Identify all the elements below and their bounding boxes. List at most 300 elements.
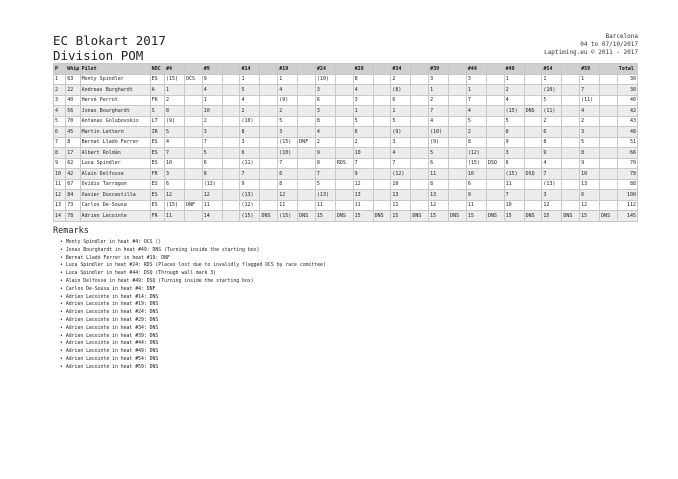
- table-cell: 56: [66, 106, 80, 117]
- remark-item: • Adrien Lecointe in heat #29: DNS: [60, 317, 326, 325]
- table-cell: 2: [466, 127, 486, 138]
- column-header: [449, 64, 467, 75]
- total-cell: 112: [617, 200, 637, 211]
- table-cell: 9: [580, 158, 600, 169]
- table-cell: (15): [240, 211, 260, 222]
- table-cell: 5: [429, 148, 449, 159]
- table-cell: 17: [66, 148, 80, 159]
- total-cell: 30: [617, 85, 637, 96]
- table-cell: 1: [240, 74, 260, 85]
- table-cell: [449, 74, 467, 85]
- table-cell: 11: [164, 211, 184, 222]
- table-cell: 5: [164, 127, 184, 138]
- table-cell: [524, 158, 542, 169]
- table-cell: (11): [240, 158, 260, 169]
- table-cell: 5: [353, 116, 373, 127]
- table-cell: (13): [240, 190, 260, 201]
- table-cell: [184, 116, 202, 127]
- table-cell: 6: [164, 179, 184, 190]
- table-cell: [524, 95, 542, 106]
- total-cell: 88: [617, 179, 637, 190]
- table-cell: 12: [164, 190, 184, 201]
- table-cell: 6: [278, 169, 298, 180]
- table-cell: ES: [150, 148, 164, 159]
- column-header: [600, 64, 618, 75]
- table-cell: [222, 85, 240, 96]
- table-cell: [486, 95, 504, 106]
- table-cell: 4: [429, 116, 449, 127]
- table-cell: [373, 85, 391, 96]
- table-cell: [600, 106, 618, 117]
- column-header: [411, 64, 429, 75]
- table-cell: (10): [315, 74, 335, 85]
- table-cell: (10): [429, 127, 449, 138]
- table-cell: 9: [315, 148, 335, 159]
- table-cell: 2: [202, 116, 222, 127]
- table-cell: [449, 169, 467, 180]
- table-cell: (9): [278, 95, 298, 106]
- table-cell: 62: [66, 158, 80, 169]
- column-header: [524, 64, 542, 75]
- table-cell: [373, 158, 391, 169]
- pilot-name: Carlos De-Sousa: [80, 200, 150, 211]
- table-cell: 11: [54, 179, 66, 190]
- table-cell: [298, 179, 316, 190]
- table-cell: DNS: [298, 211, 316, 222]
- table-cell: [449, 127, 467, 138]
- table-cell: 7: [542, 169, 562, 180]
- table-cell: [260, 106, 278, 117]
- table-cell: (15): [164, 74, 184, 85]
- table-cell: 15: [504, 211, 524, 222]
- column-header: NOC: [150, 64, 164, 75]
- table-cell: 10: [391, 179, 411, 190]
- table-cell: 8: [466, 137, 486, 148]
- total-cell: 70: [617, 158, 637, 169]
- table-cell: 6: [315, 95, 335, 106]
- table-cell: 3: [429, 74, 449, 85]
- table-cell: [298, 74, 316, 85]
- table-cell: (10): [240, 116, 260, 127]
- table-cell: (15): [278, 137, 298, 148]
- table-cell: [222, 190, 240, 201]
- table-cell: 8: [580, 148, 600, 159]
- table-cell: 5: [580, 137, 600, 148]
- table-cell: [562, 200, 580, 211]
- table-row: [54, 116, 638, 127]
- remark-item: • Monty Spindler in heat #4: OCS (): [60, 239, 326, 247]
- table-cell: [600, 190, 618, 201]
- table-cell: 8: [504, 127, 524, 138]
- table-cell: [486, 190, 504, 201]
- table-cell: [298, 116, 316, 127]
- remark-item: • Luca Spindler in heat #24: RDS (Places lost due to invalidly flagged OCS by race comittee): [60, 262, 326, 270]
- table-cell: (9): [429, 137, 449, 148]
- table-cell: 8: [164, 106, 184, 117]
- table-cell: 3: [202, 127, 222, 138]
- table-cell: [486, 116, 504, 127]
- table-cell: [298, 190, 316, 201]
- table-cell: 45: [66, 127, 80, 138]
- table-cell: [184, 179, 202, 190]
- table-cell: [449, 95, 467, 106]
- table-cell: DSQ: [486, 158, 504, 169]
- table-row: [54, 158, 638, 169]
- table-cell: 6: [504, 158, 524, 169]
- table-cell: 5: [466, 116, 486, 127]
- table-cell: 6: [391, 95, 411, 106]
- table-cell: 15: [353, 211, 373, 222]
- pilot-name: Monty Spindler: [80, 74, 150, 85]
- table-cell: 22: [66, 85, 80, 96]
- remark-item: • Carlos De-Sousa in heat #4: DNF: [60, 286, 326, 294]
- site-credit: Laptiming.eu © 2011 - 2017: [544, 49, 638, 56]
- table-cell: 15: [542, 211, 562, 222]
- table-cell: [260, 200, 278, 211]
- table-cell: 2: [164, 95, 184, 106]
- remark-item: • Adrien Lecointe in heat #44: DNS: [60, 340, 326, 348]
- table-cell: 7: [391, 158, 411, 169]
- table-row: [54, 137, 638, 148]
- table-cell: 3: [580, 127, 600, 138]
- total-cell: 66: [617, 148, 637, 159]
- table-cell: [449, 116, 467, 127]
- table-cell: 4: [542, 158, 562, 169]
- table-cell: [449, 200, 467, 211]
- table-cell: [562, 95, 580, 106]
- table-cell: [184, 85, 202, 96]
- table-cell: [524, 74, 542, 85]
- table-cell: 10: [353, 148, 373, 159]
- table-cell: ES: [150, 190, 164, 201]
- table-cell: DSQ: [524, 169, 542, 180]
- table-cell: 15: [391, 211, 411, 222]
- table-cell: [486, 127, 504, 138]
- table-cell: [411, 179, 429, 190]
- table-cell: [562, 190, 580, 201]
- table-cell: [562, 85, 580, 96]
- table-cell: 11: [353, 200, 373, 211]
- table-cell: DNS: [373, 211, 391, 222]
- table-cell: 7: [240, 169, 260, 180]
- table-cell: 10: [504, 200, 524, 211]
- table-cell: [222, 116, 240, 127]
- table-cell: [184, 137, 202, 148]
- remark-item: • Adrien Lecointe in heat #14: DNS: [60, 294, 326, 302]
- column-header: #24: [315, 64, 335, 75]
- column-header: #14: [240, 64, 260, 75]
- table-cell: [524, 116, 542, 127]
- column-header: #59: [580, 64, 600, 75]
- table-cell: 8: [315, 116, 335, 127]
- remark-item: • Adrien Lecointe in heat #59: DNS: [60, 364, 326, 372]
- table-cell: ES: [150, 74, 164, 85]
- remark-item: • Jonas Bourghardt in heat #49: DNS (Turning inside the starting box): [60, 247, 326, 255]
- table-cell: [562, 169, 580, 180]
- table-cell: FR: [150, 95, 164, 106]
- column-header: #19: [278, 64, 298, 75]
- table-cell: 6: [240, 148, 260, 159]
- table-cell: [524, 190, 542, 201]
- table-cell: [184, 127, 202, 138]
- table-cell: [600, 169, 618, 180]
- table-cell: [411, 74, 429, 85]
- table-cell: [335, 148, 353, 159]
- table-cell: [298, 95, 316, 106]
- table-cell: [524, 200, 542, 211]
- table-cell: OCS: [184, 74, 202, 85]
- table-cell: [486, 74, 504, 85]
- table-cell: [184, 158, 202, 169]
- table-cell: [486, 200, 504, 211]
- table-cell: [373, 95, 391, 106]
- table-cell: 7: [315, 169, 335, 180]
- table-cell: [260, 95, 278, 106]
- table-row: [54, 106, 638, 117]
- table-cell: [260, 137, 278, 148]
- table-cell: 10: [466, 169, 486, 180]
- table-cell: [373, 116, 391, 127]
- pilot-name: Antanas Golubovskis: [80, 116, 150, 127]
- table-cell: 1: [353, 106, 373, 117]
- column-header: [184, 64, 202, 75]
- table-cell: (11): [580, 95, 600, 106]
- total-cell: 48: [617, 127, 637, 138]
- remark-item: • Luca Spindler in heat #44: DSQ (Through wall mark 3): [60, 270, 326, 278]
- table-cell: 3: [353, 95, 373, 106]
- table-row: [54, 211, 638, 222]
- table-cell: 5: [504, 116, 524, 127]
- table-cell: 8: [240, 127, 260, 138]
- column-header: #9: [202, 64, 222, 75]
- column-header: #34: [391, 64, 411, 75]
- pilot-name: Andreas Burghardt: [80, 85, 150, 96]
- table-cell: [524, 127, 542, 138]
- table-cell: 3: [315, 106, 335, 117]
- table-cell: 5: [278, 116, 298, 127]
- table-cell: 3: [391, 137, 411, 148]
- table-cell: DNS: [524, 211, 542, 222]
- column-header: #4: [164, 64, 184, 75]
- table-cell: 9: [504, 137, 524, 148]
- table-cell: (9): [164, 116, 184, 127]
- table-cell: [184, 95, 202, 106]
- event-dates: 04 to 07/10/2017: [580, 41, 638, 48]
- table-cell: [222, 127, 240, 138]
- table-cell: 40: [66, 95, 80, 106]
- table-cell: [373, 74, 391, 85]
- table-cell: 9: [240, 179, 260, 190]
- table-cell: [562, 179, 580, 190]
- table-cell: [600, 148, 618, 159]
- table-cell: DNF: [184, 200, 202, 211]
- table-row: [54, 179, 638, 190]
- table-cell: [524, 85, 542, 96]
- table-cell: (15): [504, 169, 524, 180]
- table-cell: 5: [315, 179, 335, 190]
- table-cell: 5: [240, 85, 260, 96]
- table-cell: (15): [466, 158, 486, 169]
- table-cell: 1: [202, 95, 222, 106]
- table-cell: (8): [391, 85, 411, 96]
- table-cell: 3: [542, 190, 562, 201]
- pilot-name: Hervé Perrot: [80, 95, 150, 106]
- table-cell: 4: [240, 95, 260, 106]
- table-cell: [335, 137, 353, 148]
- table-cell: 13: [429, 190, 449, 201]
- table-cell: [411, 137, 429, 148]
- table-cell: [562, 158, 580, 169]
- table-cell: ES: [150, 179, 164, 190]
- table-cell: [411, 148, 429, 159]
- table-cell: [373, 137, 391, 148]
- remark-item: • Adrien Lecointe in heat #34: DNS: [60, 325, 326, 333]
- table-cell: 12: [202, 190, 222, 201]
- table-cell: 12: [353, 179, 373, 190]
- table-cell: 4: [504, 95, 524, 106]
- table-cell: S: [150, 106, 164, 117]
- table-cell: DNF: [298, 137, 316, 148]
- table-cell: DNS: [449, 211, 467, 222]
- table-cell: 3: [466, 74, 486, 85]
- table-cell: [222, 200, 240, 211]
- results-header-row: [54, 64, 638, 75]
- table-cell: 1: [504, 74, 524, 85]
- table-cell: DNS: [260, 211, 278, 222]
- table-cell: [411, 95, 429, 106]
- column-header: [486, 64, 504, 75]
- table-row: [54, 74, 638, 85]
- remark-item: • Adrien Lecointe in heat #49: DNS: [60, 348, 326, 356]
- table-cell: DNS: [562, 211, 580, 222]
- division-title: Division POM: [53, 48, 144, 63]
- table-cell: 1: [429, 85, 449, 96]
- table-cell: 4: [353, 85, 373, 96]
- table-cell: DNS: [411, 211, 429, 222]
- table-cell: 73: [66, 200, 80, 211]
- table-cell: 2: [353, 137, 373, 148]
- table-cell: 4: [466, 106, 486, 117]
- table-cell: 9: [54, 158, 66, 169]
- table-cell: [298, 200, 316, 211]
- event-meta: [544, 33, 638, 57]
- table-cell: [449, 106, 467, 117]
- table-cell: 6: [542, 127, 562, 138]
- table-cell: [600, 95, 618, 106]
- table-cell: [600, 85, 618, 96]
- table-cell: 9: [202, 74, 222, 85]
- table-cell: 7: [580, 85, 600, 96]
- table-cell: 15: [580, 211, 600, 222]
- column-header: [260, 64, 278, 75]
- total-cell: 42: [617, 106, 637, 117]
- table-cell: 12: [580, 200, 600, 211]
- pilot-name: Alain Delfosse: [80, 169, 150, 180]
- table-cell: [486, 137, 504, 148]
- table-row: [54, 127, 638, 138]
- remark-item: • Adrien Lecointe in heat #24: DNS: [60, 309, 326, 317]
- table-cell: 3: [240, 137, 260, 148]
- total-cell: 51: [617, 137, 637, 148]
- table-cell: 7: [278, 158, 298, 169]
- table-cell: 4: [315, 127, 335, 138]
- table-cell: 2: [240, 106, 260, 117]
- table-cell: 9: [466, 190, 486, 201]
- column-header: [298, 64, 316, 75]
- column-header: [222, 64, 240, 75]
- table-cell: 3: [54, 95, 66, 106]
- table-cell: (12): [240, 200, 260, 211]
- table-cell: [449, 148, 467, 159]
- table-cell: 12: [542, 200, 562, 211]
- column-header: #49: [504, 64, 524, 75]
- table-cell: FR: [150, 211, 164, 222]
- table-cell: [260, 190, 278, 201]
- table-cell: 9: [542, 148, 562, 159]
- table-cell: 70: [66, 116, 80, 127]
- results-body: [54, 74, 638, 221]
- table-cell: [373, 190, 391, 201]
- table-cell: [524, 179, 542, 190]
- table-cell: [449, 179, 467, 190]
- table-cell: 13: [353, 190, 373, 201]
- table-cell: [600, 127, 618, 138]
- table-cell: DNS: [486, 211, 504, 222]
- table-cell: [298, 158, 316, 169]
- table-cell: 15: [429, 211, 449, 222]
- remark-item: • Bernat Lladó Ferrer in heat #19: DNF: [60, 255, 326, 263]
- column-header: #44: [466, 64, 486, 75]
- pilot-name: Ovidio Tarragon: [80, 179, 150, 190]
- table-cell: [222, 148, 240, 159]
- table-cell: 10: [54, 169, 66, 180]
- total-cell: 100: [617, 190, 637, 201]
- table-cell: [600, 116, 618, 127]
- table-cell: 1: [54, 74, 66, 85]
- table-cell: 4: [391, 148, 411, 159]
- remark-item: • Alain Delfosse in heat #49: DSQ (Turning inside the starting box): [60, 278, 326, 286]
- table-cell: [222, 137, 240, 148]
- table-cell: 11: [391, 200, 411, 211]
- table-cell: 42: [66, 169, 80, 180]
- table-cell: 6: [580, 190, 600, 201]
- table-cell: [222, 179, 240, 190]
- table-cell: [222, 74, 240, 85]
- column-header: Pilot: [80, 64, 150, 75]
- table-cell: 4: [580, 106, 600, 117]
- table-cell: 11: [466, 200, 486, 211]
- table-cell: 3: [504, 148, 524, 159]
- column-header: Total: [617, 64, 637, 75]
- table-cell: [260, 116, 278, 127]
- remarks-title: Remarks: [53, 226, 89, 236]
- table-cell: [524, 137, 542, 148]
- table-cell: [486, 106, 504, 117]
- table-cell: (11): [542, 106, 562, 117]
- table-cell: [600, 74, 618, 85]
- table-cell: [298, 169, 316, 180]
- table-cell: DNS: [335, 211, 353, 222]
- table-cell: 6: [202, 158, 222, 169]
- total-cell: 30: [617, 74, 637, 85]
- table-cell: 1: [278, 74, 298, 85]
- table-cell: [222, 211, 240, 222]
- pilot-name: Adrien Lecointe: [80, 211, 150, 222]
- table-cell: [524, 148, 542, 159]
- table-cell: [373, 169, 391, 180]
- table-cell: [373, 179, 391, 190]
- table-cell: [298, 127, 316, 138]
